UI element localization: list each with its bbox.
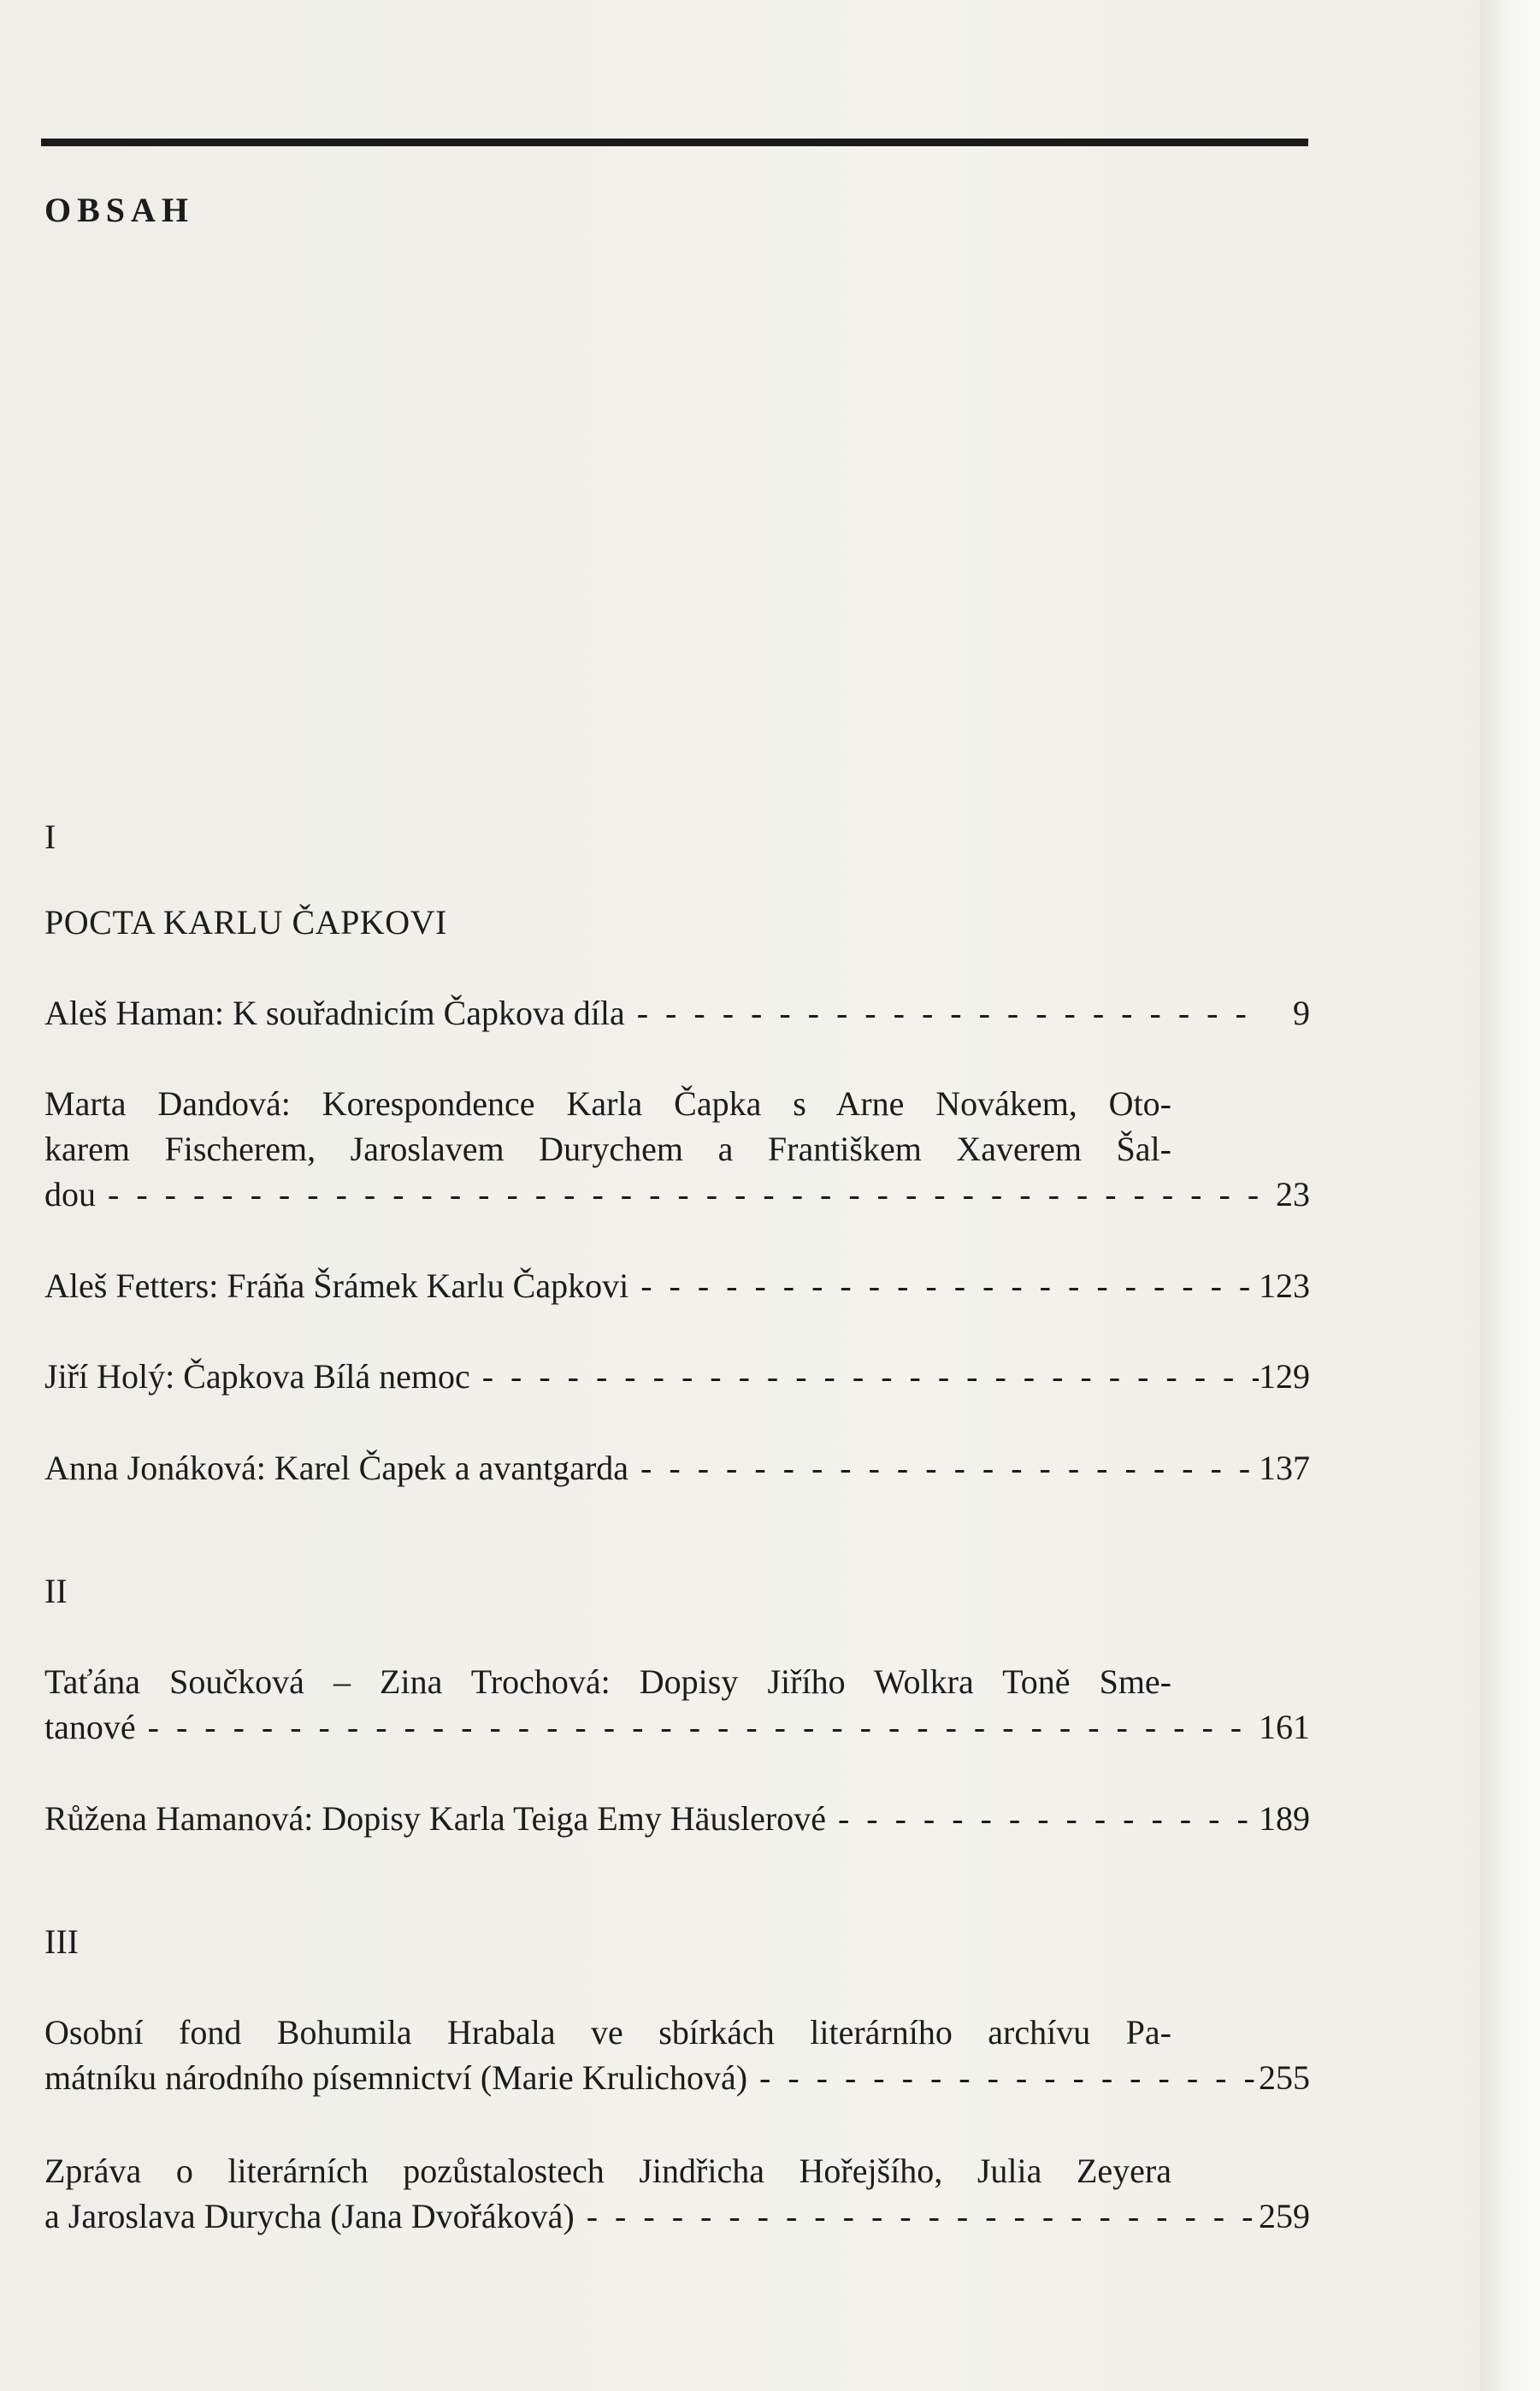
page-edge xyxy=(1480,0,1540,2391)
leader-dots xyxy=(470,1354,1259,1399)
leader-dots xyxy=(747,2055,1259,2100)
toc-entry xyxy=(44,1796,1310,1841)
page-number: 259 xyxy=(1259,2197,1310,2235)
entry-text: karem Fischerem, Jaroslavem Durychem a Františkem Xaverem Šal- xyxy=(44,1130,1171,1168)
page-number: 137 xyxy=(1259,1449,1310,1487)
entry-text: dou xyxy=(44,1175,96,1213)
leader-dots xyxy=(826,1796,1259,1841)
entry-text: Marta Dandová: Korespondence Karla Čapka s Arne Novákem, Oto- xyxy=(44,1084,1171,1123)
toc-title: OBSAH xyxy=(44,191,195,229)
entry-text: Aleš Fetters: Fráňa Šrámek Karlu Čapkovi xyxy=(44,1266,629,1305)
entry-text: tanové xyxy=(44,1708,136,1746)
entry-text: Aleš Haman: K souřadnicím Čapkova díla xyxy=(44,994,625,1032)
toc-entry xyxy=(44,1081,1310,1217)
leader-dots xyxy=(625,990,1259,1036)
page-number: 255 xyxy=(1259,2058,1310,2097)
toc-entry xyxy=(44,1354,1310,1399)
toc-entry xyxy=(44,990,1310,1036)
page-number: 161 xyxy=(1259,1708,1310,1746)
page-number: 129 xyxy=(1259,1357,1310,1396)
entry-text: Zpráva o literárních pozůstalostech Jindřicha Hořejšího, Julia Zeyera xyxy=(44,2152,1171,2190)
toc-entry xyxy=(44,1659,1310,1750)
toc-entry xyxy=(44,2148,1310,2239)
leader-dots xyxy=(96,1172,1259,1217)
page-number: 123 xyxy=(1259,1266,1310,1305)
page-number: 189 xyxy=(1259,1799,1310,1838)
top-rule xyxy=(41,139,1308,146)
leader-dots xyxy=(628,1263,1259,1308)
entry-text: a Jaroslava Durycha (Jana Dvořáková) xyxy=(44,2197,575,2235)
toc-entry xyxy=(44,2010,1310,2100)
page-number: 23 xyxy=(1276,1175,1310,1213)
leader-dots xyxy=(136,1704,1259,1750)
entry-text: Jiří Holý: Čapkova Bílá nemoc xyxy=(44,1357,470,1396)
entry-text: Osobní fond Bohumila Hrabala ve sbírkách literárního archívu Pa- xyxy=(44,2013,1171,2052)
leader-dots xyxy=(575,2193,1259,2239)
entry-text: mátníku národního písemnictví (Marie Krulichová) xyxy=(44,2058,748,2097)
section-heading-1: POCTA KARLU ČAPKOVI xyxy=(44,903,447,942)
leader-dots xyxy=(628,1445,1259,1491)
toc-entry xyxy=(44,1263,1310,1308)
section-numeral-3: III xyxy=(44,1922,79,1961)
entry-text: Růžena Hamanová: Dopisy Karla Teiga Emy Häuslerové xyxy=(44,1799,826,1838)
entry-text: Anna Jonáková: Karel Čapek a avantgarda xyxy=(44,1449,629,1487)
section-numeral-2: II xyxy=(44,1572,68,1610)
page-number: 9 xyxy=(1293,994,1310,1032)
toc-entry xyxy=(44,1445,1310,1491)
section-numeral-1: I xyxy=(44,818,56,856)
entry-text: Taťána Součková – Zina Trochová: Dopisy Jiřího Wolkra Toně Sme- xyxy=(44,1662,1171,1701)
